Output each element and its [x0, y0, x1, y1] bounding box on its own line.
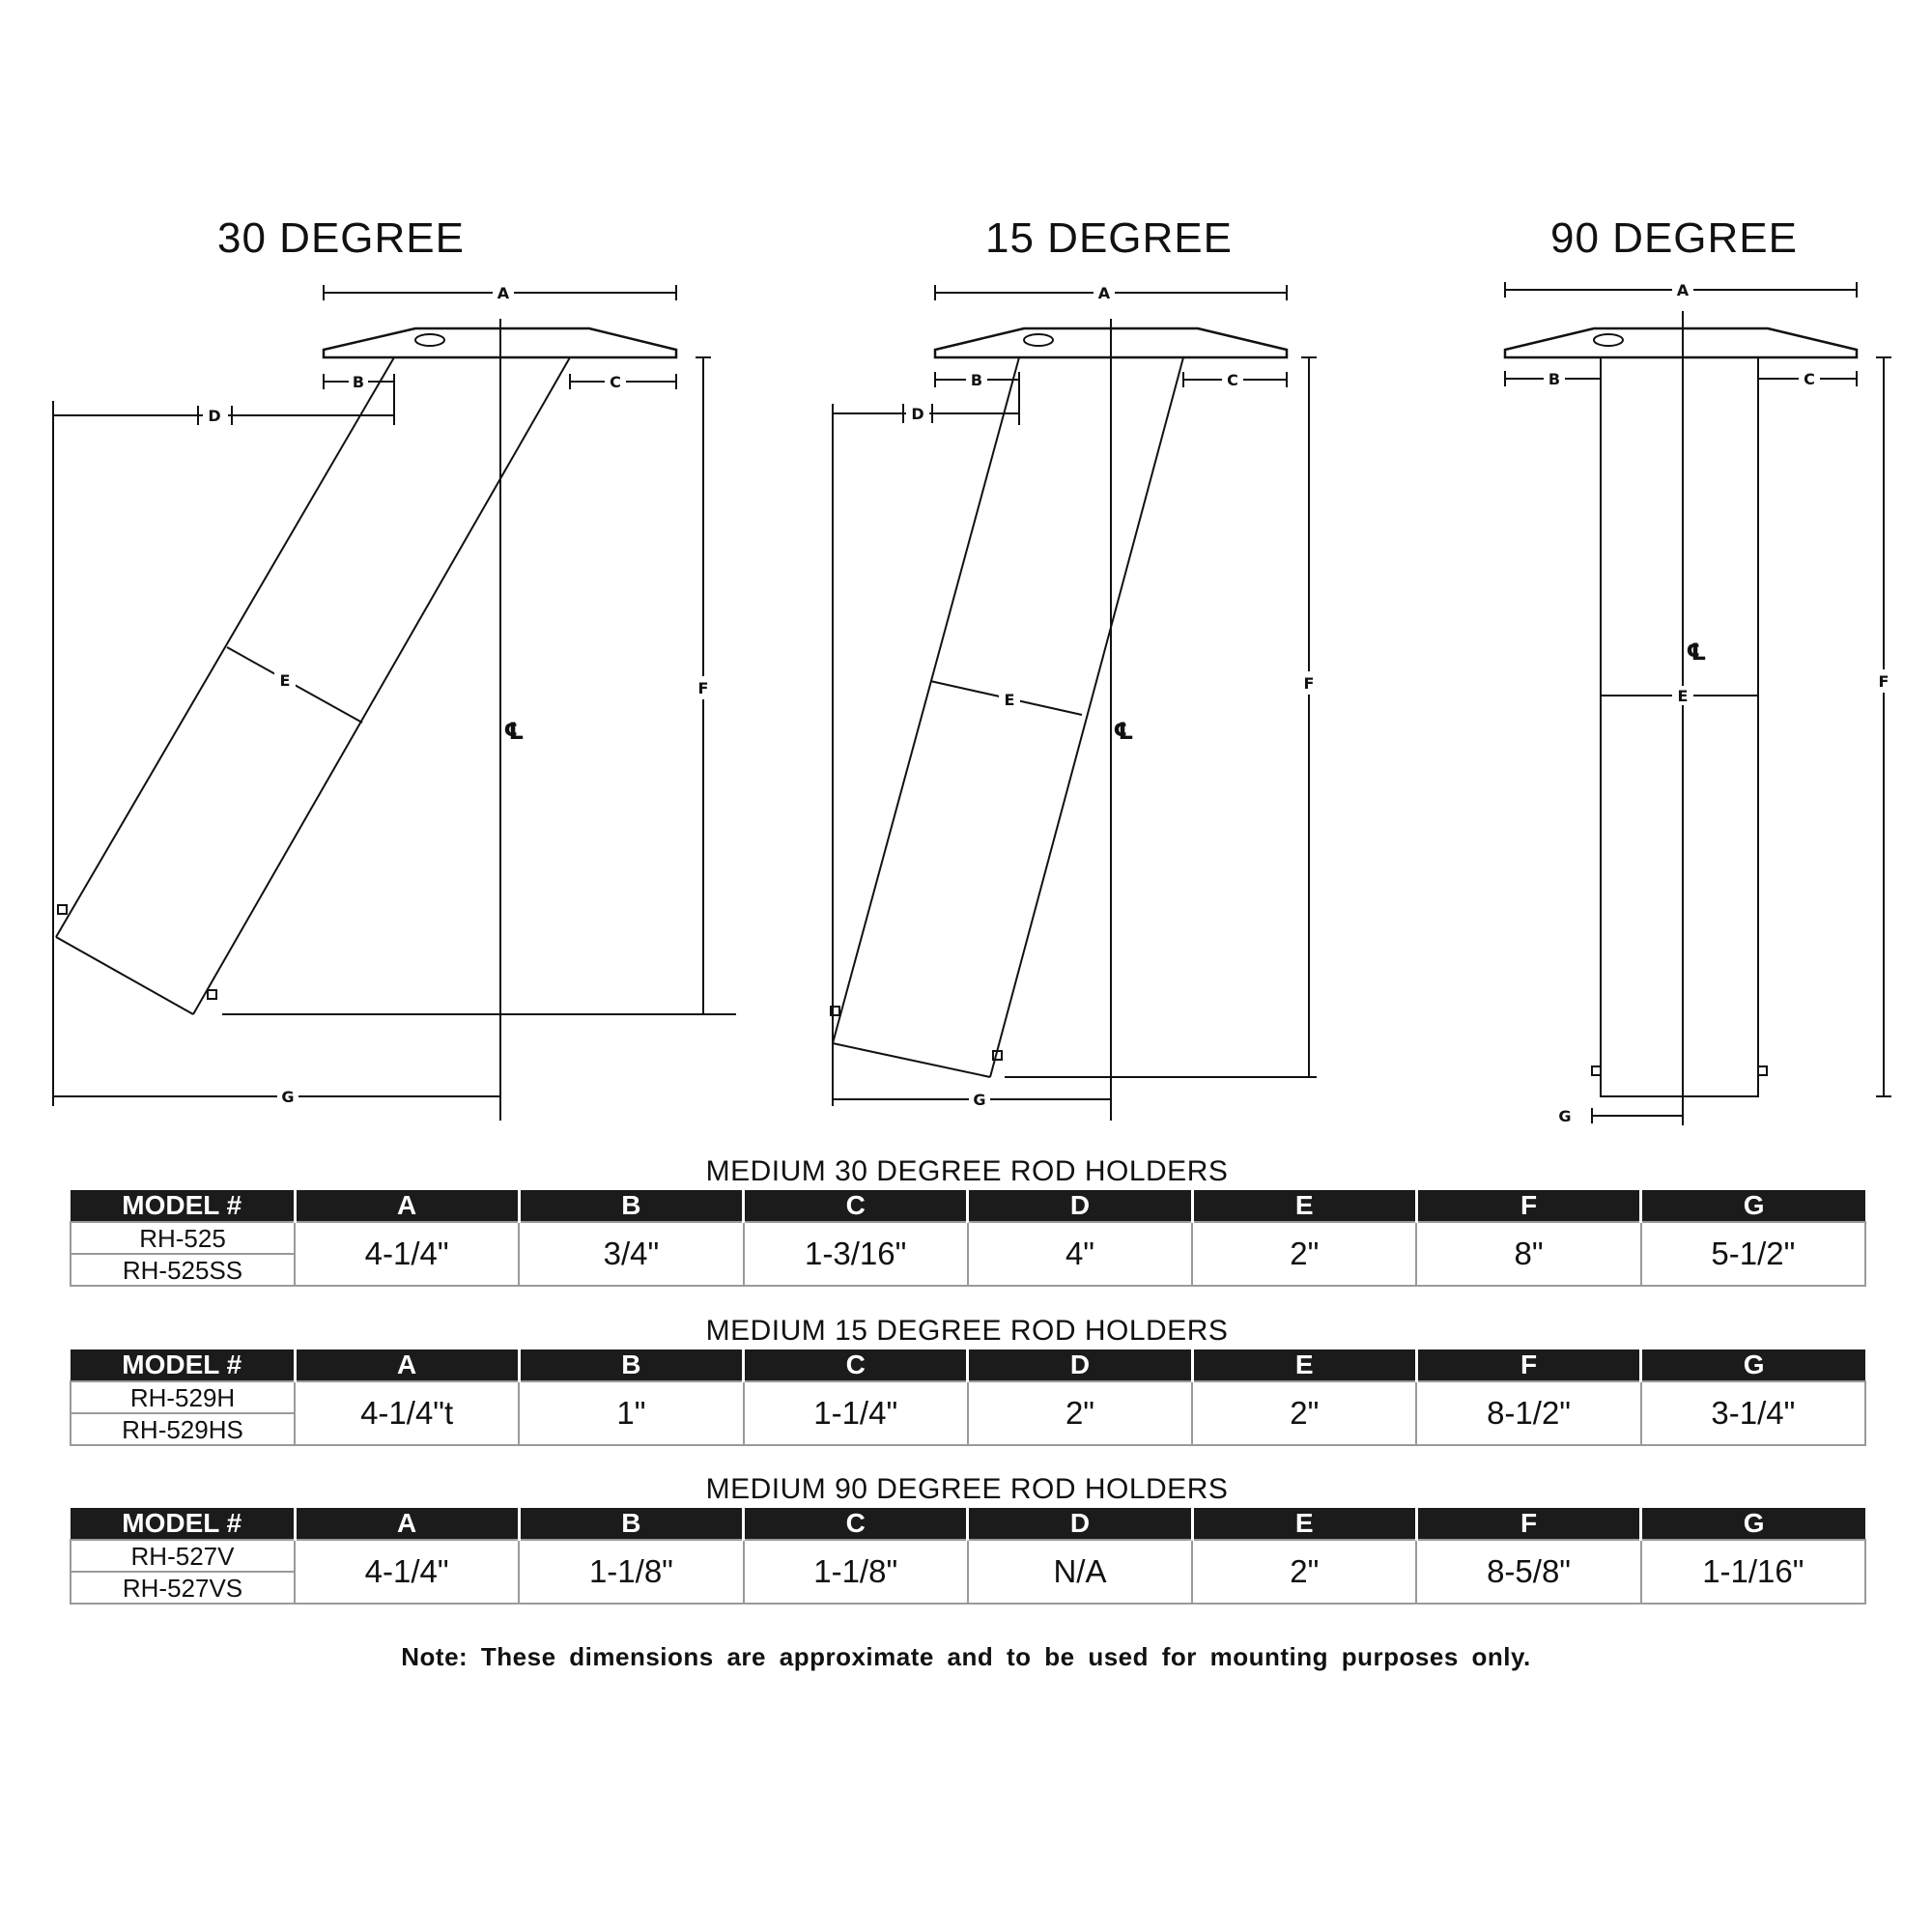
header-c: C — [744, 1350, 968, 1381]
value-e: 2" — [1192, 1222, 1416, 1286]
header-b: B — [519, 1508, 743, 1540]
dim-label-b: B — [970, 371, 983, 389]
header-d: D — [968, 1190, 1192, 1222]
header-f: F — [1416, 1508, 1640, 1540]
value-f: 8-1/2" — [1416, 1381, 1640, 1445]
spec-table-15-degree — [70, 1350, 1866, 1446]
drawing-90-degree — [1505, 281, 1892, 1125]
diagram-title-90-degree: 90 DEGREE — [1550, 214, 1798, 262]
header-f: F — [1416, 1350, 1640, 1381]
table-caption-15-degree: MEDIUM 15 DEGREE ROD HOLDERS — [705, 1315, 1229, 1347]
value-d: 2" — [968, 1381, 1192, 1445]
value-g: 3-1/4" — [1641, 1381, 1865, 1445]
mounting-note: Note: These dimensions are approximate and to be used for mounting purposes only. — [401, 1642, 1531, 1671]
drawing-15-degree — [831, 284, 1318, 1121]
header-f: F — [1416, 1190, 1640, 1222]
diagram-title-15-degree: 15 DEGREE — [985, 214, 1233, 262]
table-header-row — [71, 1190, 1865, 1222]
dim-label-d: D — [208, 407, 221, 425]
diagram-title-30-degree: 30 DEGREE — [217, 214, 465, 262]
value-c: 1-3/16" — [744, 1222, 968, 1286]
dim-label-e: E — [1004, 691, 1015, 709]
table-row — [71, 1381, 1865, 1413]
spec-table-90-degree — [70, 1508, 1866, 1605]
value-c: 1-1/4" — [744, 1381, 968, 1445]
model-number: RH-527V — [71, 1540, 295, 1572]
header-model: MODEL # — [71, 1190, 295, 1222]
model-number: RH-529H — [71, 1381, 295, 1413]
header-g: G — [1641, 1350, 1865, 1381]
dim-label-g: G — [281, 1088, 295, 1106]
header-a: A — [295, 1508, 519, 1540]
header-a: A — [295, 1350, 519, 1381]
header-g: G — [1641, 1508, 1865, 1540]
header-e: E — [1192, 1190, 1416, 1222]
dim-label-a: A — [497, 284, 510, 302]
value-a: 4-1/4" — [295, 1222, 519, 1286]
centerline-icon: ℄ — [503, 718, 525, 745]
table-header-row — [71, 1350, 1865, 1381]
table-caption-30-degree: MEDIUM 30 DEGREE ROD HOLDERS — [705, 1155, 1229, 1187]
table-caption-90-degree: MEDIUM 90 DEGREE ROD HOLDERS — [705, 1473, 1229, 1505]
centerline-icon: ℄ — [1113, 718, 1134, 745]
model-number: RH-525SS — [71, 1254, 295, 1286]
dim-label-b: B — [1548, 370, 1561, 388]
header-c: C — [744, 1190, 968, 1222]
model-number: RH-525 — [71, 1222, 295, 1254]
dim-label-c: C — [1227, 371, 1238, 389]
dim-label-e: E — [279, 671, 291, 690]
header-a: A — [295, 1190, 519, 1222]
header-b: B — [519, 1350, 743, 1381]
value-d: N/A — [968, 1540, 1192, 1604]
dim-label-a: A — [1676, 281, 1690, 299]
dim-label-g: G — [973, 1091, 986, 1109]
header-e: E — [1192, 1508, 1416, 1540]
dim-label-g: G — [1558, 1107, 1572, 1125]
value-a: 4-1/4" — [295, 1540, 519, 1604]
model-number: RH-527VS — [71, 1572, 295, 1604]
dim-label-f: F — [697, 679, 709, 697]
value-g: 1-1/16" — [1641, 1540, 1865, 1604]
value-f: 8-5/8" — [1416, 1540, 1640, 1604]
value-d: 4" — [968, 1222, 1192, 1286]
table-row — [71, 1222, 1865, 1254]
header-model: MODEL # — [71, 1350, 295, 1381]
dim-label-c: C — [610, 373, 621, 391]
dim-label-c: C — [1804, 370, 1815, 388]
dim-label-f: F — [1303, 674, 1315, 693]
value-e: 2" — [1192, 1381, 1416, 1445]
dim-label-a: A — [1097, 284, 1111, 302]
value-b: 1" — [519, 1381, 743, 1445]
header-model: MODEL # — [71, 1508, 295, 1540]
header-d: D — [968, 1508, 1192, 1540]
header-g: G — [1641, 1190, 1865, 1222]
value-a: 4-1/4"t — [295, 1381, 519, 1445]
drawing-30-degree — [53, 284, 736, 1121]
header-c: C — [744, 1508, 968, 1540]
centerline-icon: ℄ — [1686, 639, 1707, 666]
dim-label-b: B — [352, 373, 365, 391]
header-e: E — [1192, 1350, 1416, 1381]
header-b: B — [519, 1190, 743, 1222]
dim-label-e: E — [1677, 687, 1689, 705]
header-d: D — [968, 1350, 1192, 1381]
value-c: 1-1/8" — [744, 1540, 968, 1604]
spec-table-30-degree — [70, 1190, 1866, 1287]
table-header-row — [71, 1508, 1865, 1540]
value-b: 3/4" — [519, 1222, 743, 1286]
dim-label-f: F — [1878, 672, 1889, 691]
value-g: 5-1/2" — [1641, 1222, 1865, 1286]
value-f: 8" — [1416, 1222, 1640, 1286]
value-e: 2" — [1192, 1540, 1416, 1604]
table-row — [71, 1540, 1865, 1572]
model-number: RH-529HS — [71, 1413, 295, 1445]
value-b: 1-1/8" — [519, 1540, 743, 1604]
dim-label-d: D — [911, 405, 924, 423]
